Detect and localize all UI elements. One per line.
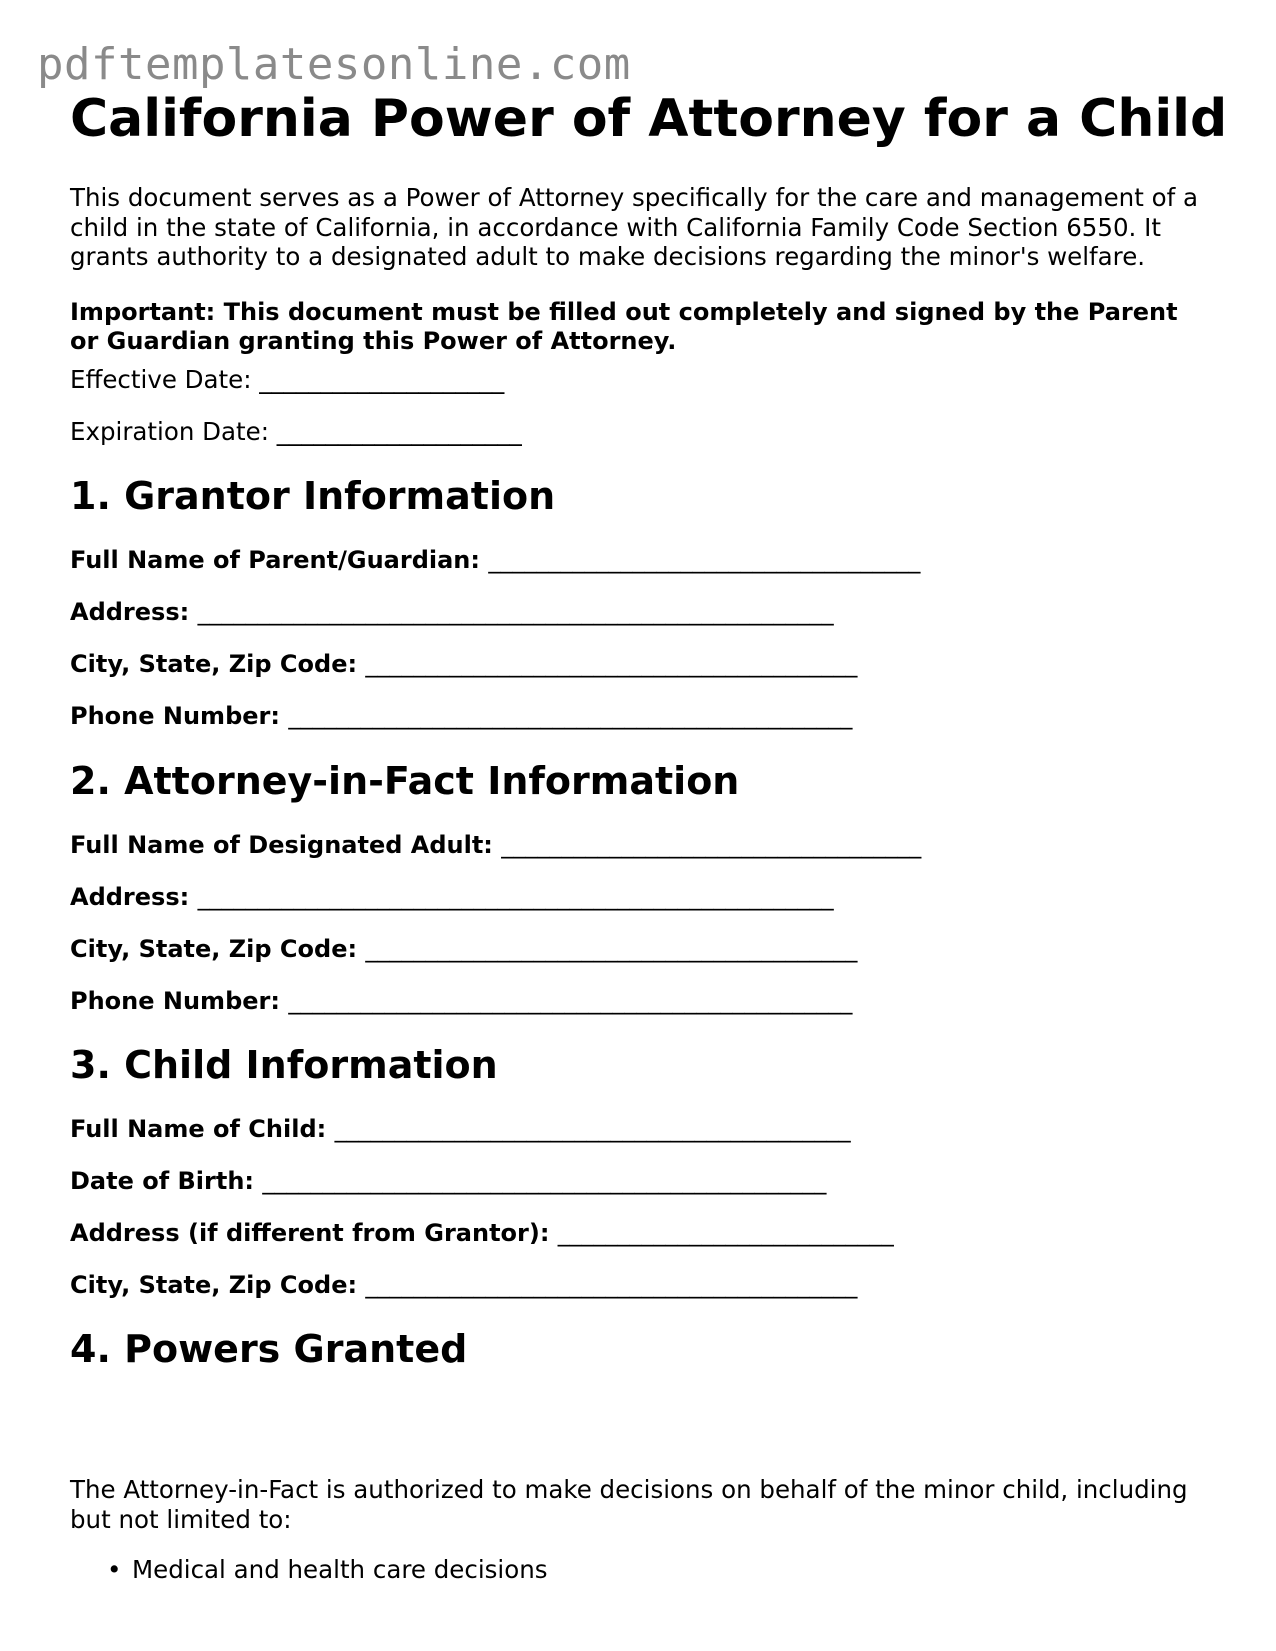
power-item-text: Medical and health care decisions [132, 1555, 548, 1584]
field-label: Full Name of Parent/Guardian: [70, 546, 480, 574]
section-heading-child: 3. Child Information [70, 1043, 498, 1087]
field-blank[interactable]: _______________________________________________ [288, 987, 853, 1015]
effective-date-label: Effective Date: [70, 365, 252, 394]
field-blank[interactable]: ___________________________________________ [334, 1115, 851, 1143]
section-heading-powers: 4. Powers Granted [70, 1327, 468, 1371]
field-label: Address: [70, 883, 190, 911]
field-blank[interactable]: _____________________________________________________ [197, 883, 834, 911]
expiration-date-blank[interactable]: ____________________ [276, 417, 522, 446]
field-label: Phone Number: [70, 987, 280, 1015]
field-blank[interactable]: _________________________________________ [365, 1271, 858, 1299]
attorney-city-state-zip-field [70, 934, 857, 964]
effective-date-field [70, 365, 504, 395]
grantor-address-field [70, 597, 834, 627]
field-label: City, State, Zip Code: [70, 935, 358, 963]
field-label: City, State, Zip Code: [70, 1271, 358, 1299]
powers-list [70, 1555, 548, 1585]
field-blank[interactable]: _________________________________________ [365, 650, 858, 678]
field-label: Full Name of Child: [70, 1115, 327, 1143]
section-heading-grantor: 1. Grantor Information [70, 474, 556, 518]
child-city-state-zip-field [70, 1270, 857, 1300]
field-blank[interactable]: _______________________________________________ [288, 702, 853, 730]
attorney-phone-field [70, 986, 852, 1016]
field-blank[interactable]: _________________________________________ [365, 935, 858, 963]
field-blank[interactable]: _______________________________________________ [262, 1167, 827, 1195]
watermark: pdftemplatesonline.com [37, 39, 631, 90]
effective-date-blank[interactable]: ____________________ [259, 365, 505, 394]
grantor-city-state-zip-field [70, 649, 857, 679]
field-blank[interactable]: ____________________________ [557, 1219, 894, 1247]
field-blank[interactable]: _____________________________________________________ [197, 598, 834, 626]
child-full-name-field [70, 1114, 851, 1144]
grantor-phone-field [70, 701, 852, 731]
attorney-full-name-field [70, 830, 921, 860]
field-label: Full Name of Designated Adult: [70, 831, 493, 859]
field-blank[interactable]: ____________________________________ [488, 546, 921, 574]
expiration-date-field [70, 417, 522, 447]
intro-paragraph: This document serves as a Power of Attorney specifically for the care and management of a child in the state of California, in accordance with California Family Code Section 6550. It grants authority to a designated adult to make decisions regarding the minor's welfare. [70, 183, 1199, 271]
important-notice: Important: This document must be filled out completely and signed by the Parent or Guardian granting this Power of Attorney. [70, 298, 1178, 355]
expiration-date-label: Expiration Date: [70, 417, 269, 446]
powers-intro-paragraph: The Attorney-in-Fact is authorized to make decisions on behalf of the minor child, including but not limited to: [70, 1475, 1188, 1534]
bullet-icon: • [107, 1555, 122, 1584]
field-label: City, State, Zip Code: [70, 650, 358, 678]
child-date-of-birth-field [70, 1166, 826, 1196]
field-label: Phone Number: [70, 702, 280, 730]
field-blank[interactable]: ___________________________________ [501, 831, 922, 859]
child-address-field [70, 1218, 894, 1248]
field-label: Date of Birth: [70, 1167, 255, 1195]
section-heading-attorney: 2. Attorney-in-Fact Information [70, 759, 740, 803]
grantor-full-name-field [70, 545, 920, 575]
field-label: Address: [70, 598, 190, 626]
field-label: Address (if different from Grantor): [70, 1219, 550, 1247]
list-item [70, 1555, 548, 1585]
attorney-address-field [70, 882, 834, 912]
document-title: California Power of Attorney for a Child [70, 89, 1228, 149]
